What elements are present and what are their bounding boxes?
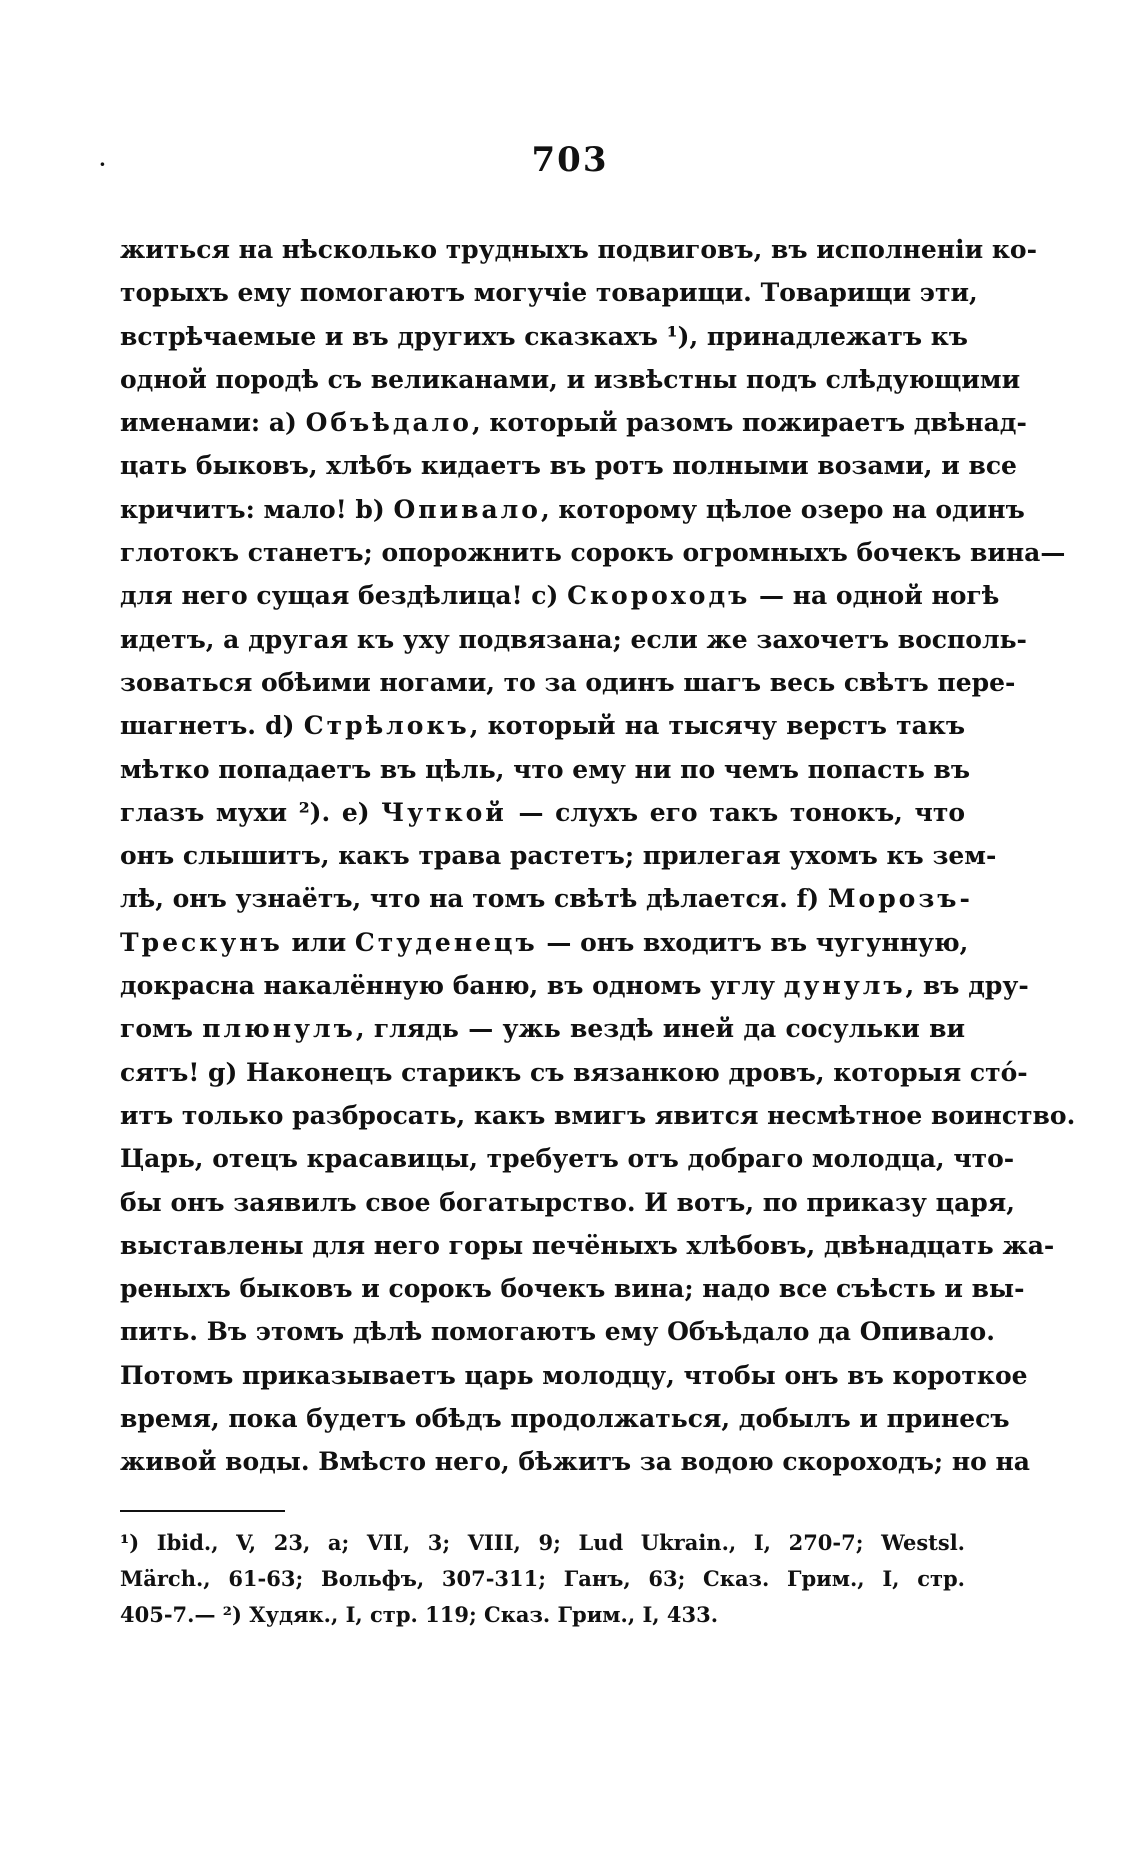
- text-line: время, пока будетъ обѣдъ продолжаться, добылъ и принесъ: [120, 1404, 1010, 1434]
- footnote-line: Märch., 61-63; Вольфъ, 307-311; Ганъ, 63; Сказ. Грим., I, стр.: [120, 1566, 965, 1591]
- text-run: докрасна накалённую баню, въ одномъ углу: [120, 971, 784, 1001]
- text-line: выставлены для него горы печёныхъ хлѣбовъ, двѣнадцать жа-: [120, 1230, 1055, 1260]
- spaced-name: Стрѣлокъ: [303, 711, 470, 741]
- text-line: Потомъ приказываетъ царь молодцу, чтобы онъ въ короткое: [120, 1360, 1028, 1390]
- text-line: пить. Въ этомъ дѣлѣ помогаютъ ему Объѣдало да Опивало.: [120, 1317, 995, 1347]
- text-line: [120, 921, 969, 964]
- text-line: онъ слышитъ, какъ трава растетъ; прилегая ухомъ къ зем-: [120, 841, 997, 871]
- text-run: шагнетъ. d): [120, 711, 295, 741]
- text-line: живой воды. Вмѣсто него, бѣжитъ за водою скороходъ; но на: [120, 1447, 1030, 1477]
- spaced-word: плюнулъ: [202, 1014, 356, 1044]
- text-run: , въ дру-: [905, 971, 1029, 1001]
- text-line: [120, 877, 973, 920]
- footnote-line: ¹) Ibid., V, 23, a; VII, 3; VIII, 9; Lud Ukrain., I, 270-7; Westsl.: [120, 1530, 965, 1555]
- text-run: именами: a): [120, 408, 297, 438]
- spaced-name: Чуткой: [381, 797, 507, 827]
- spaced-name: Объѣдало: [305, 408, 472, 438]
- text-line: Царь, отецъ красавицы, требуетъ отъ добраго молодца, что-: [120, 1144, 1015, 1174]
- text-line: сятъ! g) Наконецъ старикъ съ вязанкою дровъ, которыя стό-: [120, 1057, 1028, 1087]
- text-line: бы онъ заявилъ свое богатырство. И вотъ, по приказу царя,: [120, 1187, 1015, 1217]
- text-run: , который на тысячу верстъ такъ: [469, 711, 965, 741]
- text-line: зоваться обѣими ногами, то за одинъ шагъ весь свѣтъ пере-: [120, 667, 1016, 697]
- text-run: , которому цѣлое озеро на одинъ: [540, 494, 1025, 524]
- text-run: гомъ: [120, 1014, 203, 1044]
- text-line: житься на нѣсколько трудныхъ подвиговъ, въ исполненіи ко-: [120, 235, 1037, 264]
- text-line: [120, 488, 1025, 531]
- text-run: для него сущая бездѣлица! c): [120, 581, 559, 611]
- spaced-name: Скороходъ: [567, 581, 751, 611]
- text-line: цать быковъ, хлѣбъ кидаетъ въ ротъ полными возами, и все: [120, 451, 1017, 481]
- spaced-word: дунулъ: [783, 971, 906, 1001]
- text-run: или: [282, 927, 355, 957]
- spaced-name: Опивало: [393, 494, 541, 524]
- text-line: [120, 1007, 965, 1050]
- text-line: [120, 401, 1027, 444]
- body-text: [120, 228, 1076, 1484]
- text-run: , глядь — ужь вездѣ иней да сосульки ви: [355, 1014, 965, 1044]
- text-line: идетъ, а другая къ уху подвязана; если же захочетъ восполь-: [120, 624, 1027, 654]
- text-line: одной породѣ съ великанами, и извѣстны подъ слѣдующими: [120, 364, 1021, 394]
- text-run: — на одной ногѣ: [750, 581, 1000, 611]
- page-number: 703: [531, 140, 609, 180]
- text-run: глазъ мухи ²). e): [120, 797, 370, 827]
- margin-mark: ·: [98, 148, 107, 181]
- text-run: , который разомъ пожираетъ двѣнад-: [471, 408, 1027, 438]
- text-line: итъ только разбросать, какъ вмигъ явится несмѣтное воинство.: [120, 1100, 1076, 1130]
- text-line: [120, 791, 965, 834]
- text-line: [120, 964, 1029, 1007]
- text-line: [120, 574, 1000, 617]
- footnote-divider: [120, 1510, 285, 1512]
- text-line: реныхъ быковъ и сорокъ бочекъ вина; надо все съѣсть и вы-: [120, 1274, 1025, 1304]
- spaced-name: Морозъ-: [827, 884, 973, 914]
- text-run: — слухъ его такъ тонокъ, что: [506, 797, 965, 827]
- footnote-line: 405-7.— ²) Худяк., I, стр. 119; Сказ. Грим., I, 433.: [120, 1602, 719, 1627]
- text-line: торыхъ ему помогаютъ могучіе товарищи. Товарищи эти,: [120, 278, 978, 308]
- text-line: [120, 704, 965, 747]
- text-line: глотокъ станетъ; опорожнить сорокъ огромныхъ бочекъ вина—: [120, 538, 1066, 568]
- text-line: мѣтко попадаетъ въ цѣль, что ему ни по чемъ попасть въ: [120, 754, 971, 784]
- footnotes: [120, 1525, 965, 1633]
- text-line: встрѣчаемые и въ другихъ сказкахъ ¹), принадлежатъ къ: [120, 321, 968, 351]
- text-run: лѣ, онъ узнаётъ, что на томъ свѣтѣ дѣлается. f): [120, 884, 820, 914]
- text-run: — онъ входитъ въ чугунную,: [537, 927, 969, 957]
- text-run: кричитъ: мало! b): [120, 494, 385, 524]
- spaced-name: Трескунъ: [120, 927, 283, 957]
- spaced-name: Студенецъ: [354, 927, 538, 957]
